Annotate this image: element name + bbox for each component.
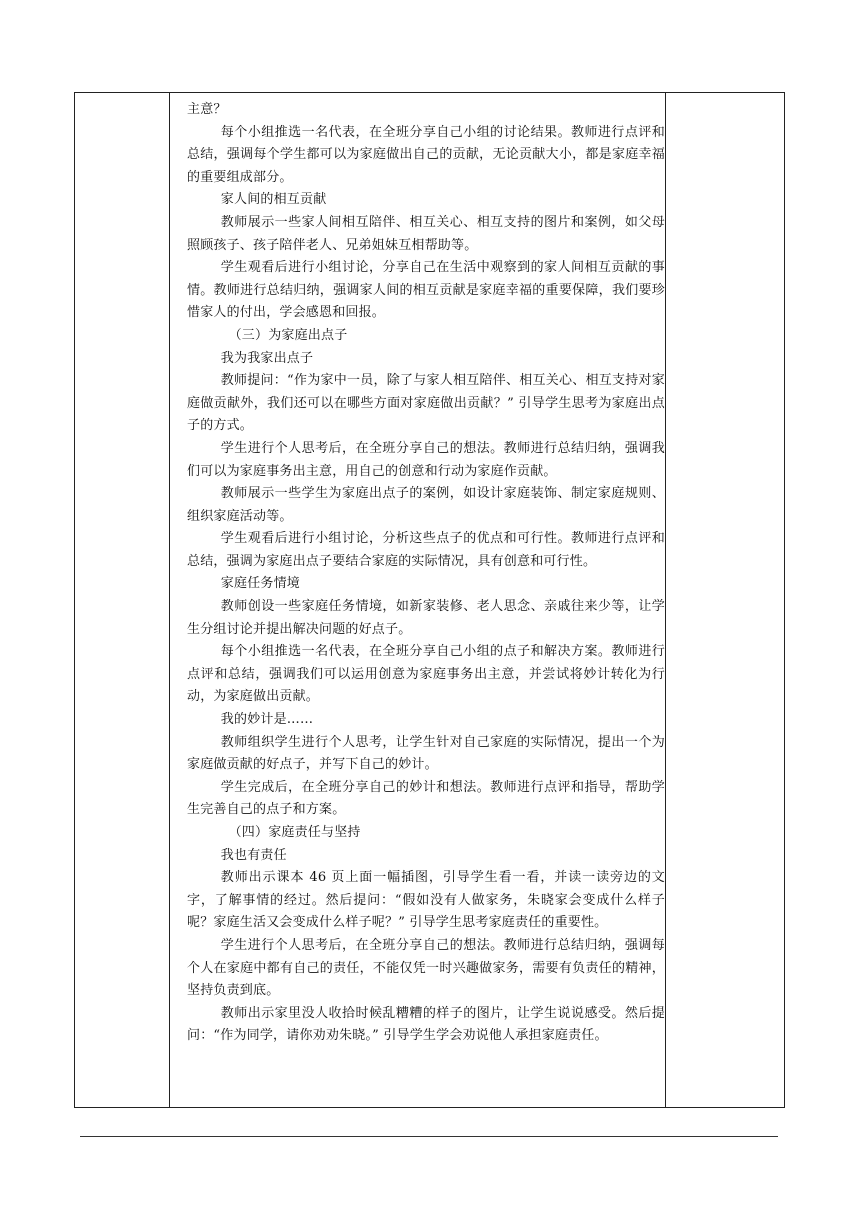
subheading: 我的妙计是…… (220, 712, 314, 728)
paragraph: 主意？ (187, 102, 227, 117)
lesson-content-cell (187, 99, 665, 1048)
paragraph: 每个小组推选一名代表，在全班分享自己小组的讨论结果。教师进行点评和总结，强调每个学生都可以为家庭做出自己的贡献，无论贡献大小，都是家庭幸福的重要组成部分。 (187, 124, 665, 185)
paragraph: 教师出示课本 46 页上面一幅插图，引导学生看一看，并读一读旁边的文字，了解事情的经过。然后提问：“假如没有人做家务，朱晓家会变成什么样子呢？家庭生活又会变成什么样子呢？” 引导学生思考家庭责任的重要性。 (187, 870, 665, 931)
paragraph: 教师创设一些家庭任务情境，如新家装修、老人思念、亲戚往来少等，让学生分组讨论并提出解决问题的好点子。 (187, 599, 665, 637)
paragraph: 学生观看后进行小组讨论，分析这些点子的优点和可行性。教师进行点评和总结，强调为家庭出点子要结合家庭的实际情况，具有创意和可行性。 (187, 531, 665, 569)
paragraph: 学生进行个人思考后，在全班分享自己的想法。教师进行总结归纳，强调我们可以为家庭事务出主意，用自己的创意和行动为家庭作贡献。 (187, 440, 665, 479)
paragraph: 教师组织学生进行个人思考，让学生针对自己家庭的实际情况，提出一个为家庭做贡献的好点子，并写下自己的妙计。 (187, 734, 665, 773)
paragraph: 教师提问：“作为家中一员，除了与家人相互陪伴、相互关心、相互支持对家庭做贡献外，我们还可以在哪些方面对家庭做出贡献？” 引导学生思考为家庭出点子的方式。 (187, 373, 665, 434)
lesson-table (74, 92, 785, 1108)
column-divider-right (665, 93, 666, 1107)
paragraph: 每个小组推选一名代表，在全班分享自己小组的点子和解决方案。教师进行点评和总结，强调我们可以运用创意为家庭事务出主意，并尝试将妙计转化为行动，为家庭做出贡献。 (187, 644, 665, 705)
section-heading: （三）为家庭出点子 (228, 327, 348, 343)
paragraph: 学生观看后进行小组讨论，分享自己在生活中观察到的家人间相互贡献的事情。教师进行总结归纳，强调家人间的相互贡献是家庭幸福的重要保障，我们要珍惜家人的付出，学会感恩和回报。 (187, 260, 665, 321)
subheading: 家人间的相互贡献 (220, 192, 327, 208)
subheading: 家庭任务情境 (220, 576, 300, 592)
footer-rule (80, 1136, 778, 1137)
subheading: 我也有责任 (220, 847, 287, 863)
paragraph: 教师展示一些家人间相互陪伴、相互关心、相互支持的图片和案例，如父母照顾孩子、孩子陪伴老人、兄弟姐妹互相帮助等。 (187, 214, 665, 253)
section-heading: （四）家庭责任与坚持 (228, 825, 361, 840)
subheading: 我为我家出点子 (220, 350, 314, 366)
paragraph: 学生进行个人思考后，在全班分享自己的想法。教师进行总结归纳，强调每个人在家庭中都有自己的责任，不能仅凭一时兴趣做家务，需要有负责任的精神，坚持负责到底。 (187, 937, 665, 999)
paragraph: 教师展示一些学生为家庭出点子的案例，如设计家庭装饰、制定家庭规则、组织家庭活动等。 (187, 486, 665, 524)
paragraph: 学生完成后，在全班分享自己的妙计和想法。教师进行点评和指导，帮助学生完善自己的点子和方案。 (187, 779, 665, 818)
paragraph: 教师出示家里没人收拾时候乱糟糟的样子的图片，让学生说说感受。然后提问：“作为同学，请你劝劝朱晓。” 引导学生学会劝说他人承担家庭责任。 (187, 1005, 665, 1044)
column-divider-left (169, 93, 170, 1107)
